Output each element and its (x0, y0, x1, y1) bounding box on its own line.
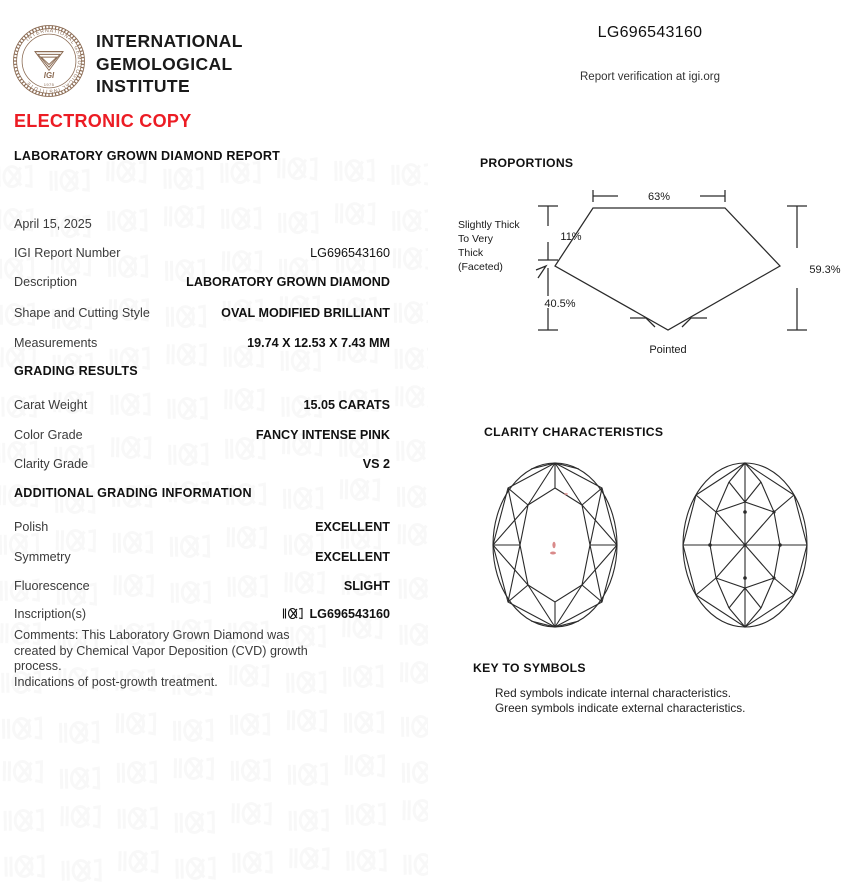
report-date-row (14, 217, 390, 235)
girdle-label-line-3: Thick (458, 247, 484, 259)
table-row (14, 336, 390, 354)
row-value: VS 2 (362, 457, 390, 471)
report-date: April 15, 2025 (14, 217, 92, 231)
girdle-label-line-1: Slightly Thick (458, 219, 520, 231)
row-label: Measurements (14, 336, 98, 350)
inscription-label: Inscription(s) (14, 607, 87, 621)
comments-block (14, 628, 404, 690)
row-value: OVAL MODIFIED BRILLIANT (221, 306, 390, 320)
key-line-1: Red symbols indicate internal characteristics. (495, 686, 732, 700)
report-number-header: LG696543160 (597, 24, 703, 41)
row-label: Polish (14, 520, 49, 534)
table-row (14, 579, 390, 597)
row-label: Color Grade (14, 428, 83, 442)
comments-line-3: process. (14, 659, 62, 674)
comments-line-2: created by Chemical Vapor Deposition (CVD) growth (14, 643, 308, 658)
inscription-value-wrap (282, 607, 390, 623)
culet-label: Pointed (649, 344, 687, 356)
brand-line-3: INSTITUTE (96, 76, 191, 96)
table-percent-label: 63% (647, 191, 671, 203)
crown-height-label: 11% (560, 231, 582, 243)
key-to-symbols-text (495, 686, 745, 715)
proportions-title: PROPORTIONS (480, 156, 574, 170)
girdle-label-line-2: To Very (458, 233, 494, 245)
table-row (14, 246, 390, 264)
internal-inclusion-marks (550, 493, 568, 555)
row-value: LG696543160 (310, 246, 390, 260)
table-row (14, 520, 390, 538)
report-title: LABORATORY GROWN DIAMOND REPORT (14, 149, 281, 163)
right-column (430, 0, 858, 882)
grading-results-title: GRADING RESULTS (14, 364, 138, 378)
table-row (14, 457, 390, 475)
svg-text:INTERNATIONAL GEMOLOGICAL INST: INTERNATIONAL GEMOLOGICAL INSTITUTE (25, 28, 82, 94)
key-line-2: Green symbols indicate external characteristics. (495, 700, 746, 715)
row-label: Description (14, 275, 77, 289)
proportions-diagram (450, 178, 850, 368)
table-row (14, 550, 390, 568)
igi-inscription-icon (282, 607, 304, 623)
inscription-row (14, 607, 390, 625)
row-label: Shape and Cutting Style (14, 306, 150, 320)
brand-line-2: GEMOLOGICAL (96, 53, 233, 74)
svg-text:IGI: IGI (43, 71, 55, 81)
electronic-copy-stamp: ELECTRONIC COPY (14, 111, 192, 131)
row-value: LABORATORY GROWN DIAMOND (186, 275, 390, 289)
row-value: EXCELLENT (315, 550, 390, 564)
row-label: Symmetry (14, 550, 71, 564)
row-label: Clarity Grade (14, 457, 89, 471)
row-value: FANCY INTENSE PINK (255, 428, 390, 442)
key-to-symbols-title: KEY TO SYMBOLS (473, 661, 586, 675)
girdle-label-line-4: (Faceted) (458, 261, 503, 273)
row-value: 15.05 CARATS (303, 398, 390, 412)
row-value: EXCELLENT (315, 520, 390, 534)
brand-line-1: INTERNATIONAL (96, 31, 243, 51)
additional-grading-title: ADDITIONAL GRADING INFORMATION (14, 486, 252, 500)
row-value: 19.74 X 12.53 X 7.43 MM (247, 336, 390, 350)
comments-line-1: Comments: This Laboratory Grown Diamond was (14, 628, 290, 642)
row-label: Fluorescence (14, 579, 90, 593)
inscription-number: LG696543160 (309, 607, 390, 621)
svg-text:1975: 1975 (43, 81, 55, 87)
report-verification-note: Report verification at igi.org (580, 71, 720, 83)
row-label: Carat Weight (14, 398, 88, 412)
clarity-characteristics-title: CLARITY CHARACTERISTICS (484, 425, 664, 439)
pavilion-depth-label: 40.5% (544, 298, 576, 310)
table-row (14, 398, 390, 416)
row-label: IGI Report Number (14, 246, 121, 260)
table-row (14, 275, 390, 293)
comments-line-4: Indications of post-growth treatment. (14, 674, 218, 689)
table-row (14, 306, 390, 324)
table-row (14, 428, 390, 446)
total-depth-label: 59.3% (809, 264, 841, 276)
clarity-diagrams (470, 460, 830, 630)
row-value: SLIGHT (343, 579, 390, 593)
